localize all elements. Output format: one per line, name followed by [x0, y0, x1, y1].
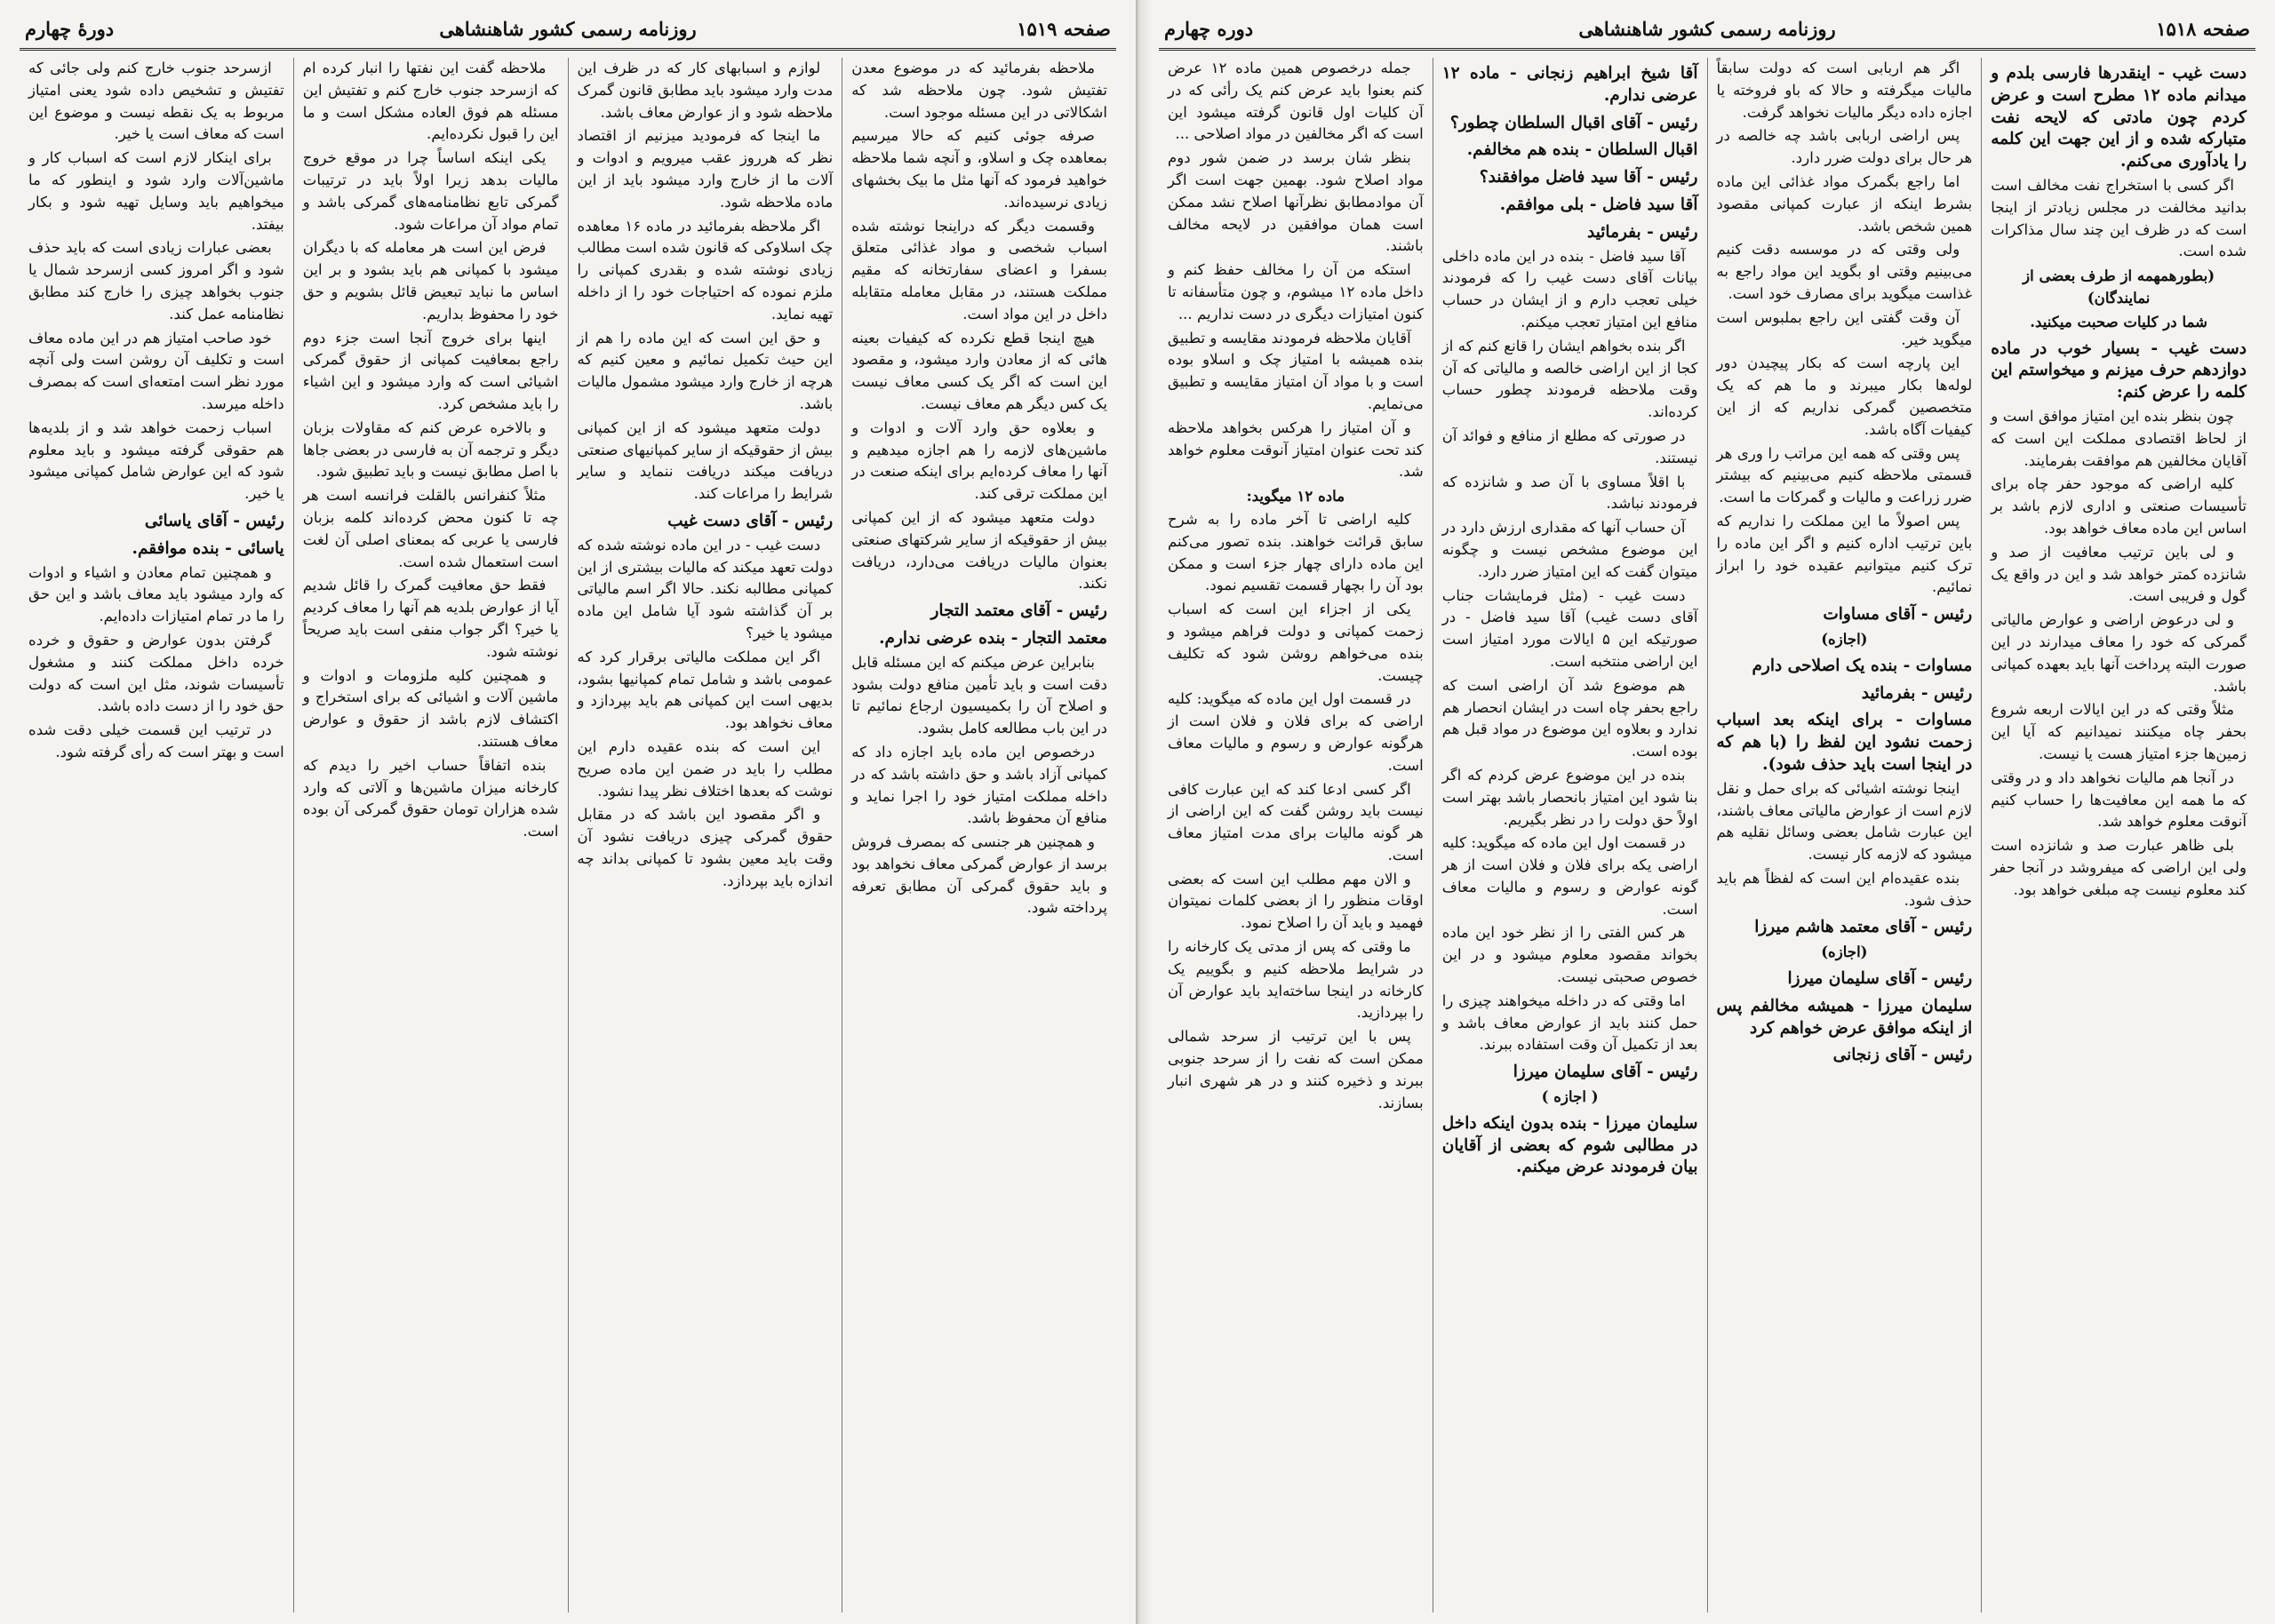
- paragraph: و اگر مقصود این باشد که در مقابل حقوق گمرکی چیزی دریافت نشود آن وقت باید معین بشود تا کمپانی بداند چه اندازه باید بپردازد.: [577, 806, 834, 889]
- paragraph: لوازم و اسبابهای کار که در ظرف این مدت وارد میشود باید مطابق قانون گمرک ملاحظه شود و از عوارض معاف باشد.: [577, 60, 834, 121]
- gutter-shadow: [1139, 0, 1152, 1624]
- paragraph: ما اینجا که فرمودید میزنیم از اقتصاد نظر که هرروز عقب میرویم و ادوات و آلات ما از خارج وارد میشود باید از این ماده ملاحظه شود.: [577, 127, 834, 211]
- session-label: دوره چهارم: [1164, 17, 1254, 40]
- session-label: دورهٔ چهارم: [25, 17, 115, 40]
- centered-note: (بطورهمهمه از طرف بعضی از نمایندگان): [2023, 267, 2215, 306]
- paragraph: اما وقتی که در داخله میخواهند چیزی را حمل کنند باید از عوارض معاف باشد و بعد از تکمیل آن وقت استفاده ببرند.: [1441, 991, 1698, 1054]
- paragraph: ولی وقتی که در موسسه دقت کنیم می‌بینیم وقتی او بگوید این مواد راجع به غذاست میگوید برای مصارف خود است.: [1716, 241, 1973, 302]
- paragraph: هیچ اینجا قطع نکرده که کیفیات بعینه هائی که از معادن وارد میشود، و مقصود این است که اگر یک کسی معاف نیست یک کس دیگر هم معاف نیست.: [851, 329, 1107, 412]
- paragraph: رئیس - آقای معتمد هاشم میرزا: [1754, 918, 1973, 937]
- paragraph: اینجا نوشته اشیائی که برای حمل و نقل لازم است از عوارض مالیاتی معاف باشند، این عبارت شامل بعضی وسائل نقلیه هم میشود که لازمه کار نیست.: [1716, 779, 1973, 864]
- paragraph: برای اینکار لازم است که اسباب کار و ماشین‌آلات وارد شود و اینطور که ما میخواهیم باید وسایل تهیه شود و بکار بیفتد.: [28, 149, 284, 233]
- paragraph: ملاحظه بفرمائید که در موضوع معدن تفتیش شود. چون ملاحظه شد که اشکالاتی در این مسئله موجود است.: [851, 60, 1107, 121]
- paragraph: جمله درخصوص همین ماده ۱۲ عرض کنم بعنوا باید عرض کنم یک رأئی که در آن کلیات اول قانون گرفته میشود این است که اگر مخالفین در مواد اصلاحی ...: [1168, 60, 1424, 143]
- left-page-columns: [20, 58, 1116, 1612]
- paragraph: اگر کسی با استخراج نفت مخالف است بدانید مخالفت در مجلس زیادتر از اینجا است که در ظرف این چند سال مذاکرات شده است.: [1991, 176, 2247, 260]
- paragraph: آن وقت گفتی این راجع بملبوس است میگوید خیر.: [1716, 308, 1973, 348]
- paragraph: رئیس - آقای یاسائی: [144, 511, 284, 530]
- left-page-header: [20, 9, 1116, 51]
- paragraph: و الان مهم مطلب این است که بعضی اوقات منظور را از بعضی کلمات نمیتوان فهمید و باید آن را اصلاح نمود.: [1168, 870, 1424, 932]
- speaker-paragraph: دست غیب - اینقدرها فارسی بلدم و میدانم ماده ۱۲ مطرح است و عرض کردم چون مادتی که لایحه نفت متبارکه شده و از این جهت این کلمه را یادآوری می‌کنم.: [1991, 64, 2247, 171]
- paragraph: دولت متعهد میشود که از این کمپانی بیش از حقوقیکه از سایر شرکتهای صنعتی بعنوان مالیات دریافت می‌دارد، دریافت نکند.: [851, 508, 1107, 593]
- paragraph: اسباب زحمت خواهد شد و از بلدیه‌ها هم حقوقی گرفته میشود و باید معلوم شود که این عوارض شامل کمپانی میشود یا خیر.: [28, 418, 284, 503]
- paragraph: رئیس - آقای اقبال السلطان چطور؟: [1449, 113, 1698, 132]
- paragraph: سلیمان میرزا - همیشه مخالفم پس از اینکه موافق عرض خواهم کرد: [1716, 996, 1973, 1038]
- right-page: [1138, 0, 2275, 1624]
- paragraph: وقسمت دیگر که دراینجا نوشته شده اسباب شخصی و مواد غذائی متعلق بسفرا و اعضای سفارتخانه که مقیم مملکت هستند، در مقابل معامله متقابله داخل در این مواد است.: [851, 217, 1107, 322]
- paragraph: اگر بنده بخواهم ایشان را قانع کنم که از کجا از این اراضی خالصه و مالیاتی که آن وقت ملاحظه فرمودند چطور حساب کرده‌اند.: [1441, 337, 1698, 421]
- paragraph: بنده اتفاقاً حساب اخیر را دیدم که کارخانه میزان ماشین‌ها و آلاتی که وارد شده هزاران تومان حقوق گمرکی آن بوده است.: [302, 756, 559, 840]
- paragraph: و همچنین کلیه ملزومات و ادوات و ماشین آلات و اشیائی که برای استخراج و اکتشاف لازم باشد از حقوق و عوارض معاف هستند.: [302, 666, 559, 750]
- paragraph: و حق این است که این ماده را هم از این حیث تکمیل نمائیم و معین کنیم که هرچه از خارج وارد میشود مشمول مالیات باشد.: [577, 329, 834, 412]
- paragraph: این است که بنده عقیده دارم این مطلب را باید در ضمن این ماده صریح نوشت که بعدها اختلاف نظر پیدا نشود.: [577, 737, 834, 800]
- paragraph: پس اراضی اربابی باشد چه خالصه در هر حال برای دولت ضرر دارد.: [1716, 127, 1973, 167]
- paragraph: اگر هم اربابی است که دولت سابقاً مالیات میگرفته و حالا که باو فروخته یا اجازه داده دیگر مالیات نخواهد گرفت.: [1716, 60, 1973, 121]
- paragraph: با اقلاً مساوی با آن صد و شانزده که فرمودند نباشد.: [1441, 473, 1698, 513]
- paragraph: بنظر شان برسد در ضمن شور دوم مواد اصلاح شود. بهمین جهت است اگر آن موادمطابق نظرآنها اصلاح نشد ممکن است همان موافقین در لایحه مخالف باشند.: [1168, 149, 1424, 255]
- paragraph: بنده در این موضوع عرض کردم که اگر بنا شود این امتیاز بانحصار باشد بهتر است اولاً حق دولت را در نظر بگیریم.: [1441, 766, 1698, 828]
- paragraph: درخصوص این ماده باید اجازه داد که کمپانی آزاد باشد و حق داشته باشد که در داخله مملکت امتیاز خود را اجرا نماید و منافع آن محفوظ باشد.: [851, 743, 1107, 827]
- paragraph: اگر ملاحظه بفرمائید در ماده ۱۶ معاهده چک اسلاوکی که قانون شده است مطالب زیادی نوشته شده و بقدری کمپانی را ملزم نموده که احتیاجات خود را از داخله تهیه نماید.: [577, 217, 834, 322]
- paragraph: رئیس - آقای دست غیب: [667, 511, 834, 530]
- paragraph: کلیه اراضی تا آخر ماده را به شرح سابق قرائت خواهند. بنده تصور می‌کنم این ماده دارای چهار جزء است و ممکن بود آن را بچهار قسمت تقسیم نمود.: [1168, 510, 1424, 594]
- text-column: [20, 58, 293, 1612]
- speaker-paragraph: اقبال السلطان - بنده هم مخالفم.: [1466, 140, 1698, 160]
- paragraph: و آن امتیاز را هرکس بخواهد ملاحظه کند تحت عنوان امتیاز آنوقت معلوم خواهد شد.: [1168, 418, 1424, 481]
- paragraph: آقا سید فاضل - بنده در این ماده داخلی بیانات آقای دست غیب را که فرمودند خیلی تعجب دارم و از ایشان در حساب منافع این امتیاز تعجب میکنم.: [1441, 247, 1698, 330]
- paragraph: رئیس - آقای زنجانی: [1832, 1046, 1973, 1065]
- paragraph: و لی درعوض اراضی و عوارض مالیاتی گمرکی که خود را معاف میدارند در این صورت البته پرداخت آنها باید بعهده کمپانی باشد.: [1991, 611, 2247, 695]
- text-column: [1433, 58, 1707, 1612]
- paragraph: رئیس - آقای مساوات: [1823, 605, 1973, 625]
- page-number: صفحه ۱۵۱۹: [1017, 17, 1111, 40]
- paragraph: در قسمت اول این ماده که میگوید: کلیه اراضی که برای فلان و فلان است از هرگونه عوارض و رسوم و مالیات معاف است.: [1168, 690, 1424, 774]
- paragraph: رئیس - آقای معتمد التجار: [930, 601, 1107, 621]
- paragraph: آقایان ملاحظه فرمودند مقایسه و تطبیق بنده همیشه با امتیاز چک و اسلاو بوده است و با مواد آن امتیاز مقایسه و تطبیق می‌نمایم.: [1168, 329, 1424, 412]
- paragraph: آن حساب آنها که مقداری ارزش دارد در این موضوع مشخص نیست و چگونه میتوان گفت که این امتیاز ضرر دارد.: [1441, 519, 1698, 580]
- paragraph: هر کس الفتی را از نظر خود این ماده بخواند مقصود معلوم میشود و در این خصوص صحبتی نیست.: [1441, 924, 1698, 986]
- right-page-columns: [1159, 58, 2255, 1612]
- paragraph: ملاحظه گفت این نفتها را انبار کرده ام که ازسرحد جنوب خارج کنم و تفتیش این مسئله هم فوق العاده مشکل است و ما این را قبول نکرده‌ایم.: [302, 60, 559, 143]
- paragraph: فقط حق معافیت گمرک را قائل شدیم آیا از عوارض بلدیه هم آنها را معاف کردیم یا خیر؟ اگر جواب منفی است باید صریحاً نوشته شود.: [302, 577, 559, 660]
- paragraph: مساوات - بنده یک اصلاحی دارم: [1752, 656, 1973, 675]
- paragraph: سلیمان میرزا - بنده بدون اینکه داخل در مطالبی شوم که بعضی از آقایان بیان فرمودند عرض میکنم.: [1441, 1113, 1698, 1177]
- paragraph: و همچنین تمام معادن و اشیاء و ادوات که وارد میشود باید معاف باشد و این حق را ما در تمام امتیازات داده‌ایم.: [28, 563, 284, 625]
- paragraph: بنابراین عرض میکنم که این مسئله قابل دقت است و باید تأمین منافع دولت بشود و اصلاح آن را بکمیسیون ارجاع نمائیم تا در این باب مطالعه کامل بشود.: [851, 653, 1107, 737]
- paragraph: بلی ظاهر عبارت صد و شانزده است ولی این اراضی که میفروشد در آنجا حفر کند معلوم نیست چه مبلغی خواهد بود.: [1991, 837, 2247, 898]
- paragraph: ازسرحد جنوب خارج کنم ولی جائی که تفتیش و تشخیص داده شود یعنی امتیاز مربوط به یک نقطه نیست و موضوع این است که معاف است یا خیر.: [28, 60, 284, 143]
- paragraph: صرفه جوئی کنیم که حالا میرسیم بمعاهده چک و اسلاو، و آنچه شما ملاحظه خواهید فرمود که آنها مثل ما بیک بخشهای زیادی نرسیده‌اند.: [851, 127, 1107, 211]
- paragraph: مثلاً وقتی که در این ایالات اربعه شروع بحفر چاه میکنند نمیدانیم که آیا این زمین‌ها جزء امتیاز هست یا نیست.: [1991, 701, 2247, 762]
- paragraph: بعضی عبارات زیادی است که باید حذف شود و اگر امروز کسی ازسرحد شمال یا جنوب بخواهد چیزی را خارج کند مطابق نظامنامه عمل کند.: [28, 239, 284, 322]
- paragraph: اما راجع بگمرک مواد غذائی این ماده بشرط اینکه از عبارت کمپانی مقصود همین شخص باشد.: [1716, 172, 1973, 235]
- paragraph: در صورتی که مطلع از منافع و فوائد آن نیستند.: [1441, 426, 1698, 466]
- text-column: [568, 58, 842, 1612]
- gazette-title: روزنامه رسمی کشور شاهنشاهی: [439, 17, 697, 40]
- paragraph: مثلاً کنفرانس بالقلت فرانسه است هر چه تا کنون محض کرده‌اند کلمه بزبان فارسی یا عربی که بمعنای اصلی آن لغت است استعمال شده است.: [302, 487, 559, 570]
- text-column: [1159, 58, 1433, 1612]
- paragraph: و بعلاوه حق وارد آلات و ادوات و ماشین‌های لازمه را هم اجازه میدهیم و آنها را معاف کرده‌ایم برای اینکه صنعت در این مملکت ترقی کند.: [851, 418, 1107, 503]
- centered-note: (اجازه): [1821, 629, 1868, 648]
- paragraph: رئیس - بفرمائید: [1586, 222, 1698, 242]
- paragraph: اگر کسی ادعا کند که این عبارت کافی نیست باید روشن گفت که این اراضی از هر گونه مالیات برای مدت امتیاز معاف است.: [1168, 780, 1424, 864]
- text-column: [842, 58, 1116, 1612]
- text-column: [1981, 58, 2255, 1612]
- paragraph: و لی باین ترتیب معافیت از صد و شانزده کمتر خواهد شد و این در واقع یک گول و فریبی است.: [1991, 543, 2247, 605]
- paragraph: و بالاخره عرض کنم که مقاولات بزبان دیگر و ترجمه آن به فارسی در بعضی جاها با اصل مطابق نیست و باید تطبیق شود.: [302, 418, 559, 481]
- paragraph: دست غیب - در این ماده نوشته شده که دولت تعهد میکند که مالیات بیشتری از این کمپانی مطالبه نکند. حالا اگر اسم مالیاتی بر آن گذاشته شود آیا شامل این ماده میشود یا خیر؟: [577, 536, 834, 641]
- paragraph: چون بنظر بنده این امتیاز موافق است و از لحاظ اقتصادی مملکت این است که آقایان مخالفین هم موافقت بفرمایند.: [1991, 407, 2247, 469]
- paragraph: در آنجا هم مالیات نخواهد داد و در وقتی که ما همه این معافیت‌ها را حساب کنیم آنوقت معلوم خواهد شد.: [1991, 768, 2247, 831]
- paragraph: پس با این ترتیب از سرحد شمالی ممکن است که نفت را از سرحد جنوبی ببرند و ذخیره کنند و در هر شهری انبار بسازند.: [1168, 1028, 1424, 1111]
- paragraph: هم موضوع شد آن اراضی است که راجع بحفر چاه است در ایشان انحصار هم ندارد و بعلاوه این موضوع در مواد قبل هم بوده است.: [1441, 676, 1698, 760]
- paragraph: دست غیب - (مثل فرمایشات جناب آقای دست غیب) آقا سید فاضل - در صورتیکه این ۵ ایالات مورد امتیاز است این اراضی منتخبه است.: [1441, 586, 1698, 670]
- paragraph: استکه من آن را مخالف حفظ کنم و داخل ماده ۱۲ میشوم، و چون متأسفانه تا کنون امتیازات دیگری در دست نداریم ...: [1168, 261, 1424, 322]
- paragraph: و همچنین هر جنسی که بمصرف فروش برسد از عوارض گمرکی معاف نخواهد بود و باید حقوق گمرکی آن مطابق تعرفه پرداخته شود.: [851, 833, 1107, 917]
- paragraph: رئیس - آقا سید فاضل موافقند؟: [1479, 168, 1698, 187]
- paragraph: کلیه اراضی که موجود حفر چاه برای تأسیسات صنعتی و اداری لازم باشد بر اساس این ماده معاف خواهد بود.: [1991, 475, 2247, 537]
- right-page-header: [1159, 9, 2255, 51]
- paragraph: معتمد التجار - بنده عرضی ندارم.: [879, 628, 1107, 648]
- page-number: صفحه ۱۵۱۸: [2156, 17, 2250, 40]
- text-column: [293, 58, 568, 1612]
- paragraph: مساوات - برای اینکه بعد اسباب زحمت نشود این لفظ را (با هم که در اینجا است باید حذف شود).: [1716, 711, 1973, 774]
- centered-note: شما در کلیات صحبت میکنید.: [2030, 312, 2208, 330]
- paragraph: یکی از اجزاء این است که اسباب زحمت کمپانی و دولت فراهم میشود و بنده می‌خواهم روشن شود که تکلیف چیست.: [1168, 601, 1424, 684]
- speaker-paragraph: آقا شیخ ابراهیم زنجانی - ماده ۱۲ عرضی ندارم.: [1441, 64, 1698, 105]
- paragraph: این پارچه است که بکار پیچیدن دور لوله‌ها بکار میبرند و ما هم که یک متخصصین گمرکی نداریم که از این کیفیات آگاه باشد.: [1716, 354, 1973, 438]
- paragraph: گرفتن بدون عوارض و حقوق و خرده خرده داخل مملکت کنند و مشغول تأسیسات شوند، مثل این است که دولت حق خود را از دست داده باشد.: [28, 631, 284, 715]
- paragraph: رئیس - بفرمائید: [1861, 683, 1973, 703]
- centered-note: ماده ۱۲ میگوید:: [1246, 487, 1345, 506]
- paragraph: ما وقتی که پس از مدتی یک کارخانه را در شرایط ملاحظه کنیم و بگوییم یک کارخانه در اینجا ساخته‌اید باید عوارض آن را بپردازید.: [1168, 938, 1424, 1022]
- paragraph: بنده عقیده‌ام این است که لفظاً هم باید حذف شود.: [1716, 869, 1973, 909]
- centered-note: ( اجازه ): [1541, 1087, 1599, 1106]
- gazette-title: روزنامه رسمی کشور شاهنشاهی: [1578, 17, 1836, 40]
- paragraph: در ترتیب این قسمت خیلی دقت شده است و بهتر است که رأی گرفته شود.: [28, 721, 284, 760]
- paragraph: رئیس - آقای سلیمان میرزا: [1513, 1063, 1698, 1082]
- paragraph: پس اصولاً ما این مملکت را نداریم که باین ترتیب اداره کنیم و اگر این ماده را ترک کنیم میتوانیم عقیده خود را ابراز نمائیم.: [1716, 512, 1973, 596]
- paragraph: یاسائی - بنده موافقم.: [132, 538, 284, 558]
- paragraph: فرض این است هر معامله که با دیگران میشود با کمپانی هم باید بشود و بر این اساس ما نباید تبعیض قائل بشویم و حق خود را محفوظ بداریم.: [302, 239, 559, 322]
- speaker-paragraph: آقا سید فاضل - بلی موافقم.: [1499, 195, 1698, 214]
- paragraph: اگر این مملکت مالیاتی برقرار کرد که عمومی باشد و شامل تمام کمپانیها بشود، بدیهی است این کمپانی هم باید بپردازد و معاف نخواهد بود.: [577, 648, 834, 732]
- paragraph: یکی اینکه اساساً چرا در موقع خروج مالیات بدهد زیرا اولاً باید در ترتیبات گمرکی تابع نظامنامه‌های گمرکی باشد و تمام مواد آن مراعات شود.: [302, 149, 559, 233]
- paragraph: خود صاحب امتیاز هم در این ماده معاف است و تکلیف آن روشن است ولی آنچه مورد نظر است امتعه‌ای است که بمصرف داخله میرسد.: [28, 329, 284, 412]
- speaker-paragraph: دست غیب - بسیار خوب در ماده دوازدهم حرف میزنم و میخواستم این کلمه را عرض کنم:: [1991, 338, 2247, 402]
- paragraph: رئیس - آقای سلیمان میرزا: [1787, 969, 1973, 989]
- text-column: [1707, 58, 1982, 1612]
- paragraph: دولت متعهد میشود که از این کمپانی بیش از حقوقیکه از سایر کمپانیهای صنعتی دریافت میکند دریافت ننماید و سایر شرایط را مراعات کند.: [577, 418, 834, 503]
- paragraph: در قسمت اول این ماده که میگوید: کلیه اراضی یکه برای فلان و فلان است از هر گونه عوارض و رسوم و مالیات معاف است.: [1441, 834, 1698, 918]
- paragraph: اینها برای خروج آنجا است جزء دوم راجع بمعافیت کمپانی از حقوق گمرکی اشیائی است که وارد میشود و این اشیاء را باید مشخص کرد.: [302, 329, 559, 412]
- centered-note: (اجازه): [1821, 943, 1868, 961]
- paragraph: پس وقتی که همه این مراتب را وری هر قسمتی ملاحظه کنیم می‌بینیم که بیشتر ضرر زراعت و مالیات و گمرکات ما است.: [1716, 444, 1973, 506]
